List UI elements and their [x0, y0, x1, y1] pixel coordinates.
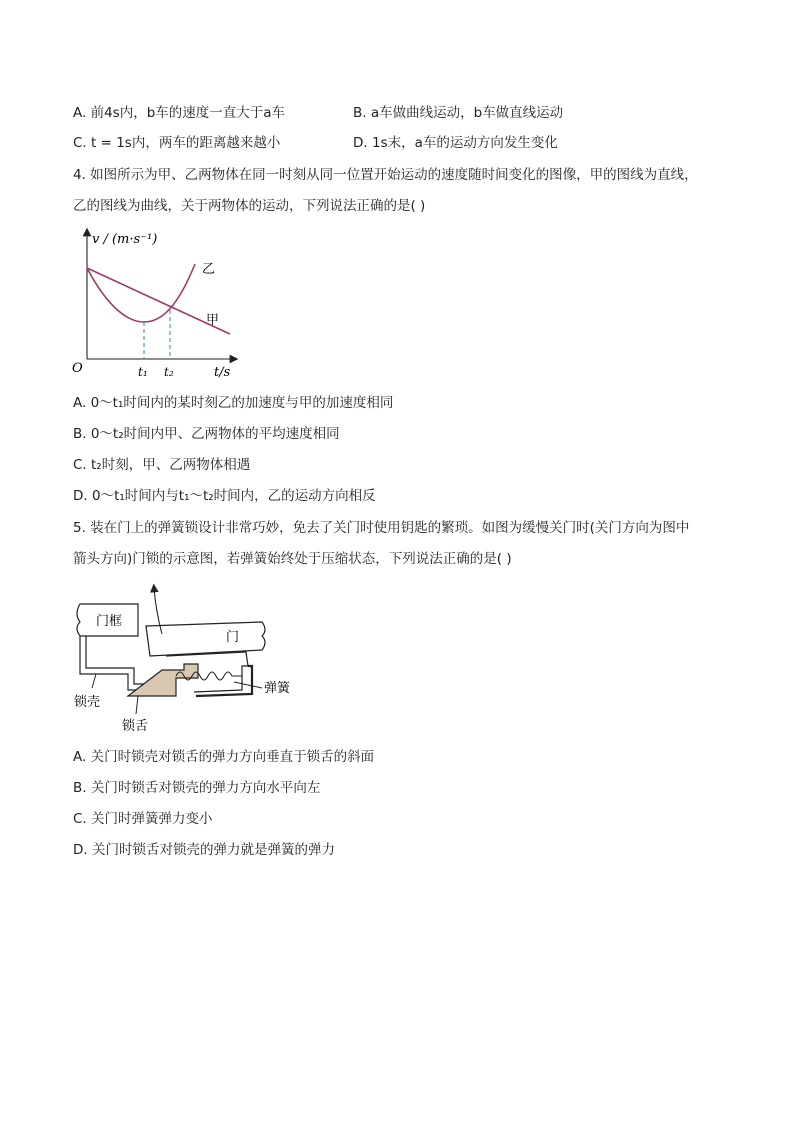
vt-graph	[62, 226, 247, 386]
q4-stem-line1: 4. 如图所示为甲、乙两物体在同一时刻从同一位置开始运动的速度随时间变化的图像，甲的图线为直线，	[73, 167, 698, 183]
q4-option-d: D. 0～t₁时间内与t₁～t₂时间内，乙的运动方向相反	[73, 488, 376, 504]
q4-option-b: B. 0～t₂时间内甲、乙两物体的平均速度相同	[73, 426, 340, 442]
spring-label: 弹簧	[264, 681, 291, 696]
door-frame-label: 门框	[96, 614, 123, 629]
q5-option-d: D. 关门时锁舌对锁壳的弹力就是弹簧的弹力	[73, 842, 335, 858]
q4-option-a: A. 0～t₁时间内的某时刻乙的加速度与甲的加速度相同	[73, 395, 394, 411]
x-axis-label: t/s	[214, 365, 231, 380]
q4-option-c: C. t₂时刻，甲、乙两物体相遇	[73, 457, 251, 473]
t2-label: t₂	[164, 365, 174, 379]
y-axis-label: v / (m·s⁻¹)	[92, 232, 158, 247]
q3-option-b: B. a车做曲线运动，b车做直线运动	[353, 105, 564, 121]
line-jia-label: 甲	[206, 313, 220, 328]
q5-option-a: A. 关门时锁壳对锁舌的弹力方向垂直于锁舌的斜面	[73, 749, 375, 765]
door-lock-diagram	[66, 578, 306, 738]
q5-stem-line1: 5. 装在门上的弹簧锁设计非常巧妙，免去了关门时使用钥匙的繁琐。如图为缓慢关门时(关门方向为图中	[73, 520, 690, 536]
lock-case	[80, 636, 148, 690]
q5-stem-line2: 箭头方向)门锁的示意图，若弹簧始终处于压缩状态，下列说法正确的是( )	[73, 551, 512, 567]
lock-case-label: 锁壳	[74, 695, 101, 710]
origin-label: O	[72, 361, 83, 376]
q5-option-b: B. 关门时锁舌对锁壳的弹力方向水平向左	[73, 780, 321, 796]
q3-option-c: C. t = 1s内，两车的距离越来越小	[73, 135, 281, 151]
q3-option-a: A. 前4s内，b车的速度一直大于a车	[73, 105, 286, 121]
curve-yi-label: 乙	[202, 262, 216, 277]
t1-label: t₁	[138, 365, 148, 379]
q4-stem-line2: 乙的图线为曲线，关于两物体的运动，下列说法正确的是( )	[73, 198, 426, 214]
door-label: 门	[226, 630, 240, 645]
q5-option-c: C. 关门时弹簧弹力变小	[73, 811, 213, 827]
q3-option-d: D. 1s末，a车的运动方向发生变化	[353, 135, 558, 151]
door	[146, 622, 265, 656]
lock-tongue-label: 锁舌	[122, 719, 149, 734]
